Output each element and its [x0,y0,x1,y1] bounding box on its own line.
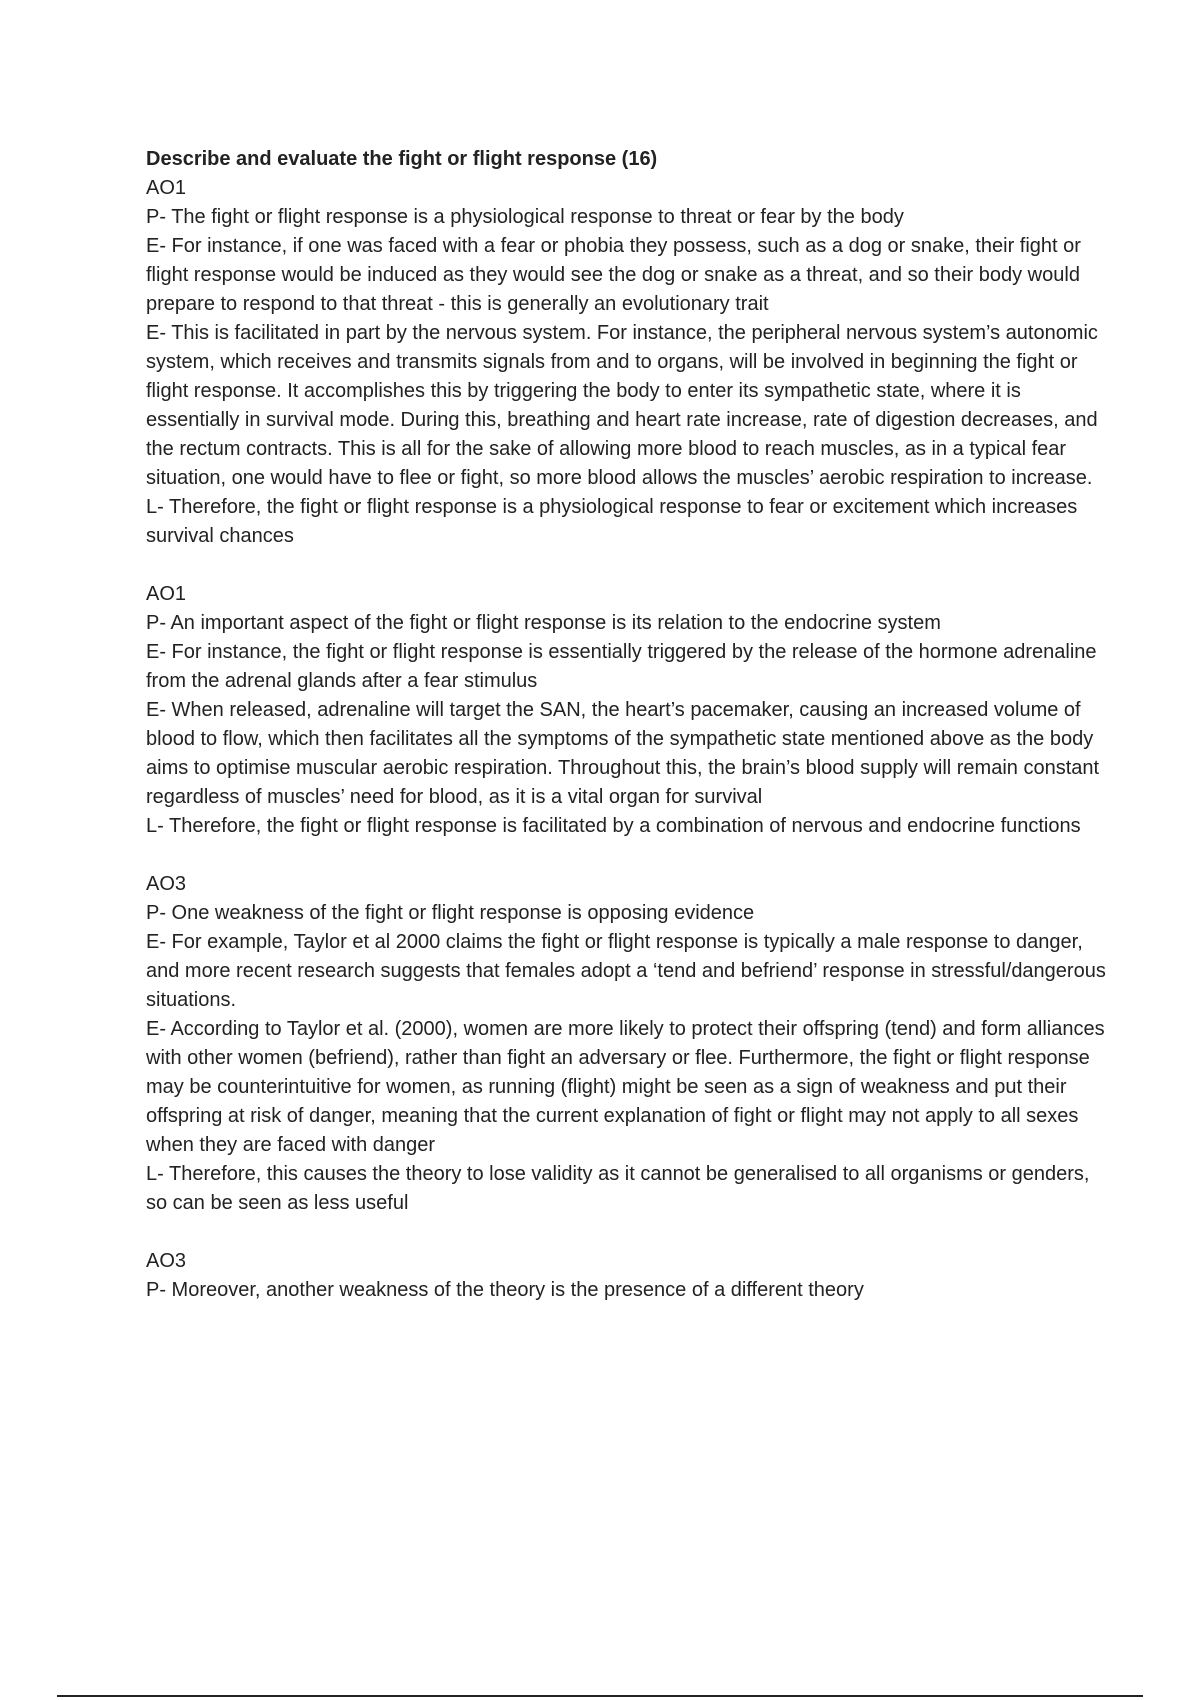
section-ao3-alternative [146,1247,1106,1305]
section-heading: AO3 [146,1250,187,1272]
link-paragraph: L- Therefore, the fight or flight response is a physiological response to fear or excitement which increases survival chances [146,496,1078,547]
link-paragraph: L- Therefore, the fight or flight response is facilitated by a combination of nervous and endocrine functions [146,815,1081,837]
essay-title: Describe and evaluate the fight or flight response (16) [146,148,658,170]
link-paragraph: L- Therefore, this causes the theory to lose validity as it cannot be generalised to all organisms or genders, so can be seen as less useful [146,1163,1090,1214]
explanation-paragraph: E- This is facilitated in part by the nervous system. For instance, the peripheral nervous system’s autonomic system, which receives and transmits signals from and to organs, will be involved in beginning the fight or flight response. It accomplishes this by triggering the body to enter its sympathetic state, where it is essentially in survival mode. During this, breathing and heart rate increase, rate of digestion decreases, and the rectum contracts. This is all for the sake of allowing more blood to reach muscles, as in a typical fear situation, one would have to flee or fight, so more blood allows the muscles’ aerobic respiration to increase. [146,322,1098,489]
section-heading: AO3 [146,873,187,895]
point-paragraph: P- An important aspect of the fight or flight response is its relation to the endocrine system [146,612,941,634]
point-paragraph: P- One weakness of the fight or flight response is opposing evidence [146,902,755,924]
section-ao1-nervous [146,174,1106,551]
section-heading: AO1 [146,583,187,605]
explanation-paragraph: E- For instance, if one was faced with a fear or phobia they possess, such as a dog or snake, their fight or flight response would be induced as they would see the dog or snake as a threat, and so their body would prepare to respond to that threat - this is generally an evolutionary trait [146,235,1081,315]
explanation-paragraph: E- According to Taylor et al. (2000), women are more likely to protect their offspring (tend) and form alliances with other women (befriend), rather than fight an adversary or flee. Furthermore, the fight or flight response may be counterintuitive for women, as running (flight) might be seen as a sign of weakness and put their offspring at risk of danger, meaning that the current explanation of fight or flight may not apply to all sexes when they are faced with danger [146,1018,1105,1156]
point-paragraph: P- The fight or flight response is a physiological response to threat or fear by the body [146,206,904,228]
section-ao1-endocrine [146,580,1106,841]
point-paragraph: P- Moreover, another weakness of the theory is the presence of a different theory [146,1279,864,1301]
explanation-paragraph: E- For instance, the fight or flight response is essentially triggered by the release of the hormone adrenaline from the adrenal glands after a fear stimulus [146,641,1097,692]
document-body [146,145,1106,1334]
explanation-paragraph: E- For example, Taylor et al 2000 claims the fight or flight response is typically a male response to danger, and more recent research suggests that females adopt a ‘tend and befriend’ response in stressful/dangerous situations. [146,931,1106,1011]
explanation-paragraph: E- When released, adrenaline will target the SAN, the heart’s pacemaker, causing an increased volume of blood to flow, which then facilitates all the symptoms of the sympathetic state mentioned above as the body aims to optimise muscular aerobic respiration. Throughout this, the brain’s blood supply will remain constant regardless of muscles’ need for blood, as it is a vital organ for survival [146,699,1100,808]
page-bottom-rule [57,1695,1143,1697]
section-heading: AO1 [146,177,187,199]
section-ao3-evidence [146,870,1106,1218]
